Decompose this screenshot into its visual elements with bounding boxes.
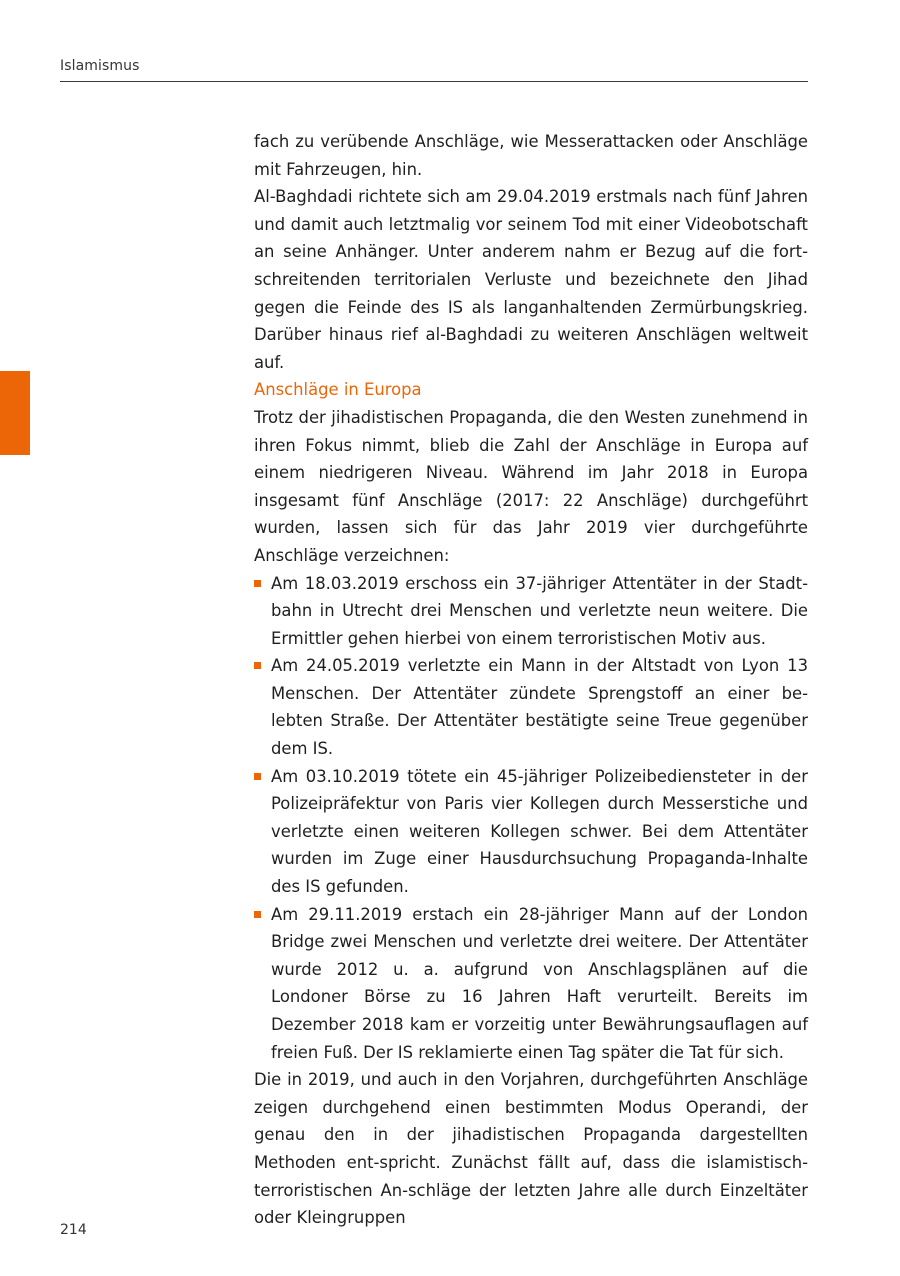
text-line: mit Fahrzeugen, hin. (254, 159, 423, 179)
list-item-text (271, 570, 808, 653)
list-item (254, 901, 808, 1067)
text-line: verletzte einen weiteren Kollegen schwer. Bei dem Attentäter (271, 821, 808, 841)
text-line: Am 18.03.2019 erschoss ein 37-jähriger Attentäter in der Stadt- (271, 573, 808, 593)
list-item (254, 570, 808, 653)
text-line: Am 03.10.2019 tötete ein 45-jähriger Polizeibediensteter in der (271, 766, 808, 786)
list-item-text (271, 652, 808, 762)
square-bullet-icon (254, 662, 261, 669)
square-bullet-icon (254, 773, 261, 780)
text-line: Polizeipräfektur von Paris vier Kollegen durch Messerstiche und (271, 794, 808, 814)
text-line: schläge der letzten Jahre alle durch Einzeltäter oder Kleingruppen (254, 1180, 809, 1228)
text-line: Die in 2019, und auch in den Vorjahren, durchgeführten Anschläge (254, 1070, 808, 1090)
text-line: hinaus rief al-Baghdadi zu weiteren Anschlägen weltweit auf. (254, 325, 808, 372)
text-line: Al-Baghdadi richtete sich am 29.04.2019 erstmals nach fünf Jahren (254, 187, 808, 207)
text-line: Börse zu 16 Jahren Haft verurteilt. Bereits im Dezember 2018 (271, 987, 808, 1034)
text-line: spricht. Zunächst fällt auf, dass die islamistisch-terroristischen An- (254, 1152, 808, 1200)
page-number: 214 (60, 1222, 87, 1238)
text-line: Ermittler gehen hierbei von einem terroristischen Motiv aus. (271, 628, 766, 648)
text-line: 13 Menschen. Der Attentäter zündete Sprengstoff an einer be- (271, 656, 808, 703)
text-line: den in der jihadistischen Propaganda dargestellten Methoden ent- (254, 1125, 808, 1172)
text-line: Trotz der jihadistischen Propaganda, die den Westen zunehmend in (254, 407, 808, 427)
paragraph-baghdadi (254, 183, 808, 376)
text-line: wurde 2012 u. a. aufgrund von Anschlagsplänen auf die Londoner (271, 959, 808, 1007)
paragraph-europe (254, 404, 808, 570)
text-line: niedrigeren Niveau. Während im Jahr 2018 in Europa insgesamt fünf (254, 463, 808, 510)
text-line: lebten Straße. Der Attentäter bestätigte seine Treue gegenüber (271, 711, 808, 731)
text-line: fach zu verübende Anschläge, wie Messerattacken oder Anschläge (254, 132, 808, 151)
list-item (254, 763, 808, 901)
text-line: an seine Anhänger. Unter anderem nahm er Bezug auf die fort- (254, 242, 808, 262)
text-line: Am 29.11.2019 erstach ein 28-jähriger Mann auf der London (271, 904, 808, 924)
list-item-text (271, 763, 808, 901)
text-line: dem IS. (271, 739, 334, 759)
chapter-side-tab (0, 371, 30, 455)
attack-list (254, 570, 808, 1067)
text-line: für das Jahr 2019 vier durchgeführte Anschläge verzeichnen: (254, 518, 808, 565)
text-line: wurden im Zuge einer Hausdurchsuchung Propaganda-Inhalte (271, 849, 808, 869)
square-bullet-icon (254, 580, 261, 587)
list-item (254, 652, 808, 762)
intro-paragraph (254, 128, 808, 183)
header-rule (60, 81, 808, 82)
text-line: IS reklamierte einen Tag später die Tat für sich. (397, 1042, 785, 1062)
text-line: und damit auch letztmalig vor seinem Tod mit einer Videobotschaft (254, 214, 808, 234)
text-line: bahn in Utrecht drei Menschen und verletzte neun weitere. Die (271, 601, 808, 621)
text-line: Anschläge (2017: 22 Anschläge) durchgeführt wurden, lassen sich (254, 490, 808, 538)
page-content (254, 128, 808, 1232)
text-line: des IS gefunden. (271, 877, 409, 897)
section-heading: Anschläge in Europa (254, 380, 422, 400)
square-bullet-icon (254, 911, 261, 918)
text-line: die Feinde des IS als langanhaltenden Zermürbungskrieg. Darüber (254, 297, 808, 345)
text-line: ihren Fokus nimmt, blieb die Zahl der Anschläge in Europa auf einem (254, 435, 808, 483)
text-line: zeigen durchgehend einen bestimmten Modus Operandi, der genau (254, 1097, 808, 1145)
text-line: schreitenden territorialen Verluste und bezeichnete den Jihad gegen (254, 269, 808, 317)
paragraph-modus-operandi (254, 1066, 808, 1232)
text-line: kam er vorzeitig unter Bewährungsauflagen auf freien Fuß. Der (271, 1015, 808, 1062)
running-header: Islamismus (60, 58, 140, 74)
text-line: Bridge zwei Menschen und verletzte drei weitere. Der Attentäter (271, 932, 808, 952)
text-line: Am 24.05.2019 verletzte ein Mann in der Altstadt von Lyon (271, 656, 780, 676)
list-item-text (271, 901, 808, 1067)
